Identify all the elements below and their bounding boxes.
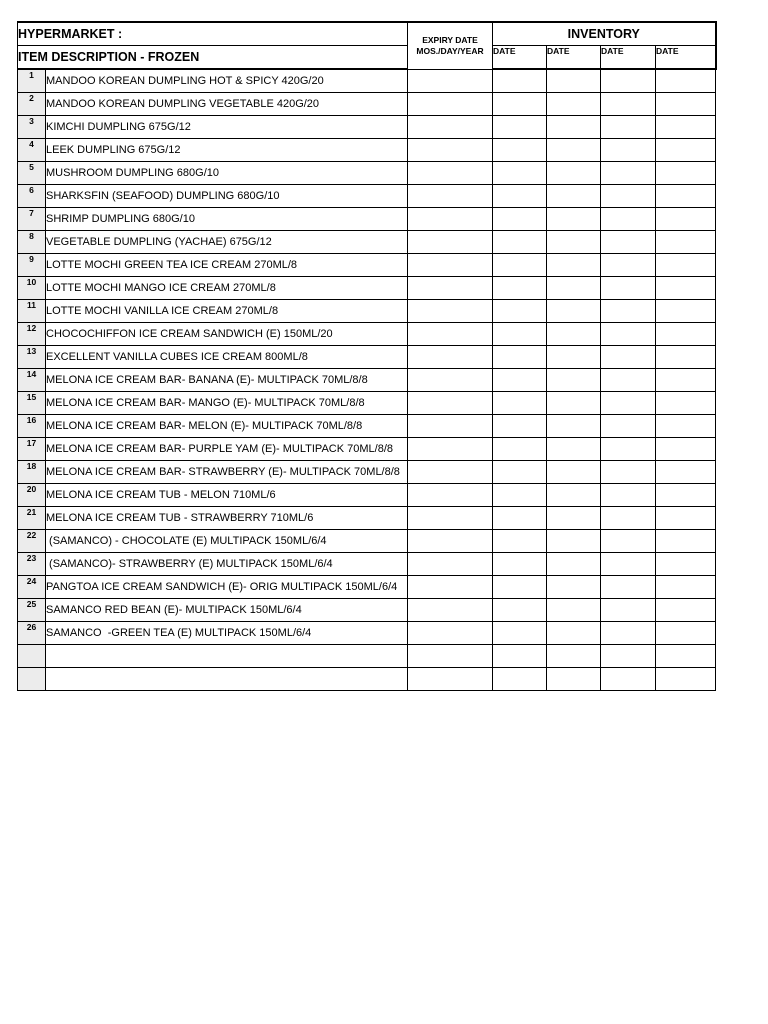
- inventory-date-cell-2[interactable]: [547, 530, 601, 553]
- inventory-date-cell-2[interactable]: [547, 69, 601, 93]
- item-description: MELONA ICE CREAM TUB - MELON 710ML/6: [46, 484, 408, 507]
- inventory-date-cell-1[interactable]: [493, 254, 547, 277]
- expiry-date-cell[interactable]: [408, 185, 493, 208]
- inventory-date-cell-4[interactable]: [656, 254, 716, 277]
- inventory-date-cell-1[interactable]: [493, 461, 547, 484]
- inventory-date-cell-4[interactable]: [656, 645, 716, 668]
- inventory-date-cell-2[interactable]: [547, 231, 601, 254]
- inventory-sheet: [17, 21, 715, 691]
- expiry-date-cell[interactable]: [408, 438, 493, 461]
- item-number: 6: [18, 185, 46, 208]
- expiry-date-cell[interactable]: [408, 162, 493, 185]
- table-row: [18, 461, 716, 484]
- expiry-date-cell[interactable]: [408, 208, 493, 231]
- inventory-header: INVENTORY: [493, 22, 716, 46]
- inventory-date-cell-3[interactable]: [601, 668, 656, 691]
- inventory-date-cell-2[interactable]: [547, 185, 601, 208]
- inventory-date-cell-1[interactable]: [493, 392, 547, 415]
- inventory-date-cell-3[interactable]: [601, 185, 656, 208]
- expiry-date-cell[interactable]: [408, 346, 493, 369]
- item-description: LOTTE MOCHI MANGO ICE CREAM 270ML/8: [46, 277, 408, 300]
- inventory-date-cell-1[interactable]: [493, 507, 547, 530]
- item-description: MANDOO KOREAN DUMPLING HOT & SPICY 420G/20: [46, 69, 408, 93]
- item-number: 25: [18, 599, 46, 622]
- item-number: 8: [18, 231, 46, 254]
- inventory-date-cell-2[interactable]: [547, 553, 601, 576]
- table-row: [18, 415, 716, 438]
- inventory-date-cell-1[interactable]: [493, 622, 547, 645]
- item-number: 21: [18, 507, 46, 530]
- inventory-date-cell-4[interactable]: [656, 231, 716, 254]
- inventory-date-cell-4[interactable]: [656, 277, 716, 300]
- inventory-date-cell-2[interactable]: [547, 392, 601, 415]
- table-row: [18, 69, 716, 93]
- expiry-date-cell[interactable]: [408, 231, 493, 254]
- inventory-date-cell-1[interactable]: [493, 93, 547, 116]
- inventory-date-cell-3[interactable]: [601, 162, 656, 185]
- inventory-date-cell-4[interactable]: [656, 576, 716, 599]
- inventory-date-cell-4[interactable]: [656, 139, 716, 162]
- inventory-date-cell-2[interactable]: [547, 300, 601, 323]
- inventory-date-cell-3[interactable]: [601, 93, 656, 116]
- expiry-date-cell[interactable]: [408, 69, 493, 93]
- expiry-date-cell[interactable]: [408, 461, 493, 484]
- inventory-date-cell-2[interactable]: [547, 576, 601, 599]
- item-number: 10: [18, 277, 46, 300]
- item-description-header: ITEM DESCRIPTION - FROZEN: [18, 46, 408, 70]
- inventory-date-cell-1[interactable]: [493, 139, 547, 162]
- expiry-date-label: EXPIRY DATE: [422, 34, 478, 45]
- inventory-date-cell-2[interactable]: [547, 93, 601, 116]
- item-description: SAMANCO -GREEN TEA (E) MULTIPACK 150ML/6/4: [46, 622, 408, 645]
- inventory-date-cell-2[interactable]: [547, 415, 601, 438]
- inventory-date-cell-1[interactable]: [493, 277, 547, 300]
- hypermarket-label: HYPERMARKET :: [18, 22, 408, 46]
- inventory-date-cell-1[interactable]: [493, 553, 547, 576]
- item-description: CHOCOCHIFFON ICE CREAM SANDWICH (E) 150ML/20: [46, 323, 408, 346]
- table-row: [18, 185, 716, 208]
- inventory-date-cell-1[interactable]: [493, 185, 547, 208]
- item-number: 7: [18, 208, 46, 231]
- inventory-date-cell-2[interactable]: [547, 116, 601, 139]
- inventory-date-cell-1[interactable]: [493, 599, 547, 622]
- date-header-3: DATE: [601, 46, 656, 70]
- inventory-date-cell-4[interactable]: [656, 668, 716, 691]
- inventory-date-cell-2[interactable]: [547, 599, 601, 622]
- expiry-date-cell[interactable]: [408, 668, 493, 691]
- expiry-date-cell[interactable]: [408, 93, 493, 116]
- inventory-date-cell-3[interactable]: [601, 69, 656, 93]
- expiry-date-cell[interactable]: [408, 254, 493, 277]
- item-description: MANDOO KOREAN DUMPLING VEGETABLE 420G/20: [46, 93, 408, 116]
- inventory-date-cell-2[interactable]: [547, 369, 601, 392]
- inventory-date-cell-1[interactable]: [493, 69, 547, 93]
- inventory-date-cell-2[interactable]: [547, 507, 601, 530]
- inventory-date-cell-4[interactable]: [656, 69, 716, 93]
- item-number: 9: [18, 254, 46, 277]
- table-row: [18, 438, 716, 461]
- item-number: 3: [18, 116, 46, 139]
- item-number: 5: [18, 162, 46, 185]
- inventory-date-cell-3[interactable]: [601, 139, 656, 162]
- expiry-date-cell[interactable]: [408, 553, 493, 576]
- item-description: LOTTE MOCHI GREEN TEA ICE CREAM 270ML/8: [46, 254, 408, 277]
- inventory-date-cell-3[interactable]: [601, 323, 656, 346]
- inventory-date-cell-3[interactable]: [601, 645, 656, 668]
- inventory-date-cell-4[interactable]: [656, 622, 716, 645]
- item-description: VEGETABLE DUMPLING (YACHAE) 675G/12: [46, 231, 408, 254]
- inventory-date-cell-3[interactable]: [601, 231, 656, 254]
- item-description: PANGTOA ICE CREAM SANDWICH (E)- ORIG MULTIPACK 150ML/6/4: [46, 576, 408, 599]
- date-header-1: DATE: [493, 46, 547, 70]
- item-description: [46, 645, 408, 668]
- table-row: [18, 392, 716, 415]
- table-row: [18, 116, 716, 139]
- inventory-date-cell-2[interactable]: [547, 484, 601, 507]
- inventory-date-cell-2[interactable]: [547, 277, 601, 300]
- date-header-4: DATE: [656, 46, 716, 70]
- expiry-date-cell[interactable]: [408, 530, 493, 553]
- expiry-date-header: [408, 22, 493, 69]
- inventory-date-cell-3[interactable]: [601, 254, 656, 277]
- inventory-date-cell-2[interactable]: [547, 438, 601, 461]
- inventory-date-cell-3[interactable]: [601, 461, 656, 484]
- inventory-date-cell-2[interactable]: [547, 139, 601, 162]
- expiry-date-cell[interactable]: [408, 507, 493, 530]
- inventory-date-cell-3[interactable]: [601, 116, 656, 139]
- item-number: [18, 668, 46, 691]
- inventory-date-cell-2[interactable]: [547, 461, 601, 484]
- inventory-date-cell-4[interactable]: [656, 507, 716, 530]
- inventory-date-cell-4[interactable]: [656, 185, 716, 208]
- inventory-date-cell-1[interactable]: [493, 484, 547, 507]
- item-number: 20: [18, 484, 46, 507]
- inventory-date-cell-3[interactable]: [601, 208, 656, 231]
- expiry-date-cell[interactable]: [408, 300, 493, 323]
- inventory-date-cell-4[interactable]: [656, 415, 716, 438]
- item-number: [18, 645, 46, 668]
- item-description: MUSHROOM DUMPLING 680G/10: [46, 162, 408, 185]
- item-number: 16: [18, 415, 46, 438]
- header-row-2: [18, 46, 716, 70]
- inventory-date-cell-3[interactable]: [601, 346, 656, 369]
- inventory-date-cell-3[interactable]: [601, 369, 656, 392]
- inventory-date-cell-2[interactable]: [547, 208, 601, 231]
- item-number: 22: [18, 530, 46, 553]
- inventory-date-cell-1[interactable]: [493, 576, 547, 599]
- inventory-date-cell-1[interactable]: [493, 530, 547, 553]
- item-description: (SAMANCO) - CHOCOLATE (E) MULTIPACK 150ML/6/4: [46, 530, 408, 553]
- item-description: SHRIMP DUMPLING 680G/10: [46, 208, 408, 231]
- table-row: [18, 93, 716, 116]
- item-description: MELONA ICE CREAM BAR- BANANA (E)- MULTIPACK 70ML/8/8: [46, 369, 408, 392]
- inventory-date-cell-3[interactable]: [601, 622, 656, 645]
- inventory-date-cell-1[interactable]: [493, 231, 547, 254]
- expiry-format-label: MOS./DAY/YEAR: [416, 45, 484, 56]
- table-row: [18, 668, 716, 691]
- inventory-date-cell-4[interactable]: [656, 392, 716, 415]
- expiry-date-cell[interactable]: [408, 415, 493, 438]
- inventory-date-cell-3[interactable]: [601, 438, 656, 461]
- item-number: 15: [18, 392, 46, 415]
- inventory-date-cell-2[interactable]: [547, 323, 601, 346]
- item-description: KIMCHI DUMPLING 675G/12: [46, 116, 408, 139]
- inventory-date-cell-1[interactable]: [493, 645, 547, 668]
- table-row: [18, 369, 716, 392]
- inventory-date-cell-4[interactable]: [656, 369, 716, 392]
- item-number: 2: [18, 93, 46, 116]
- table-row: [18, 484, 716, 507]
- inventory-date-cell-3[interactable]: [601, 530, 656, 553]
- table-row: [18, 139, 716, 162]
- table-row: [18, 530, 716, 553]
- table-row: [18, 576, 716, 599]
- item-number: 4: [18, 139, 46, 162]
- item-number: 14: [18, 369, 46, 392]
- item-description: (SAMANCO)- STRAWBERRY (E) MULTIPACK 150ML/6/4: [46, 553, 408, 576]
- item-number: 24: [18, 576, 46, 599]
- inventory-date-cell-1[interactable]: [493, 346, 547, 369]
- expiry-date-cell[interactable]: [408, 277, 493, 300]
- header-row-1: [18, 22, 716, 46]
- inventory-date-cell-2[interactable]: [547, 645, 601, 668]
- inventory-date-cell-4[interactable]: [656, 300, 716, 323]
- inventory-date-cell-1[interactable]: [493, 116, 547, 139]
- table-row: [18, 208, 716, 231]
- table-row: [18, 553, 716, 576]
- item-description: LEEK DUMPLING 675G/12: [46, 139, 408, 162]
- inventory-table: [17, 21, 717, 691]
- inventory-date-cell-1[interactable]: [493, 415, 547, 438]
- date-header-2: DATE: [547, 46, 601, 70]
- inventory-date-cell-3[interactable]: [601, 576, 656, 599]
- item-description: MELONA ICE CREAM TUB - STRAWBERRY 710ML/6: [46, 507, 408, 530]
- inventory-date-cell-4[interactable]: [656, 599, 716, 622]
- inventory-date-cell-2[interactable]: [547, 346, 601, 369]
- item-number: 11: [18, 300, 46, 323]
- table-row: [18, 277, 716, 300]
- inventory-date-cell-1[interactable]: [493, 668, 547, 691]
- item-number: 13: [18, 346, 46, 369]
- item-number: 1: [18, 69, 46, 93]
- inventory-date-cell-4[interactable]: [656, 438, 716, 461]
- item-description: MELONA ICE CREAM BAR- MANGO (E)- MULTIPACK 70ML/8/8: [46, 392, 408, 415]
- expiry-date-cell[interactable]: [408, 323, 493, 346]
- table-row: [18, 231, 716, 254]
- item-number: 12: [18, 323, 46, 346]
- expiry-date-cell[interactable]: [408, 116, 493, 139]
- inventory-date-cell-1[interactable]: [493, 300, 547, 323]
- item-number: 26: [18, 622, 46, 645]
- inventory-date-cell-3[interactable]: [601, 507, 656, 530]
- inventory-date-cell-3[interactable]: [601, 300, 656, 323]
- table-row: [18, 507, 716, 530]
- inventory-date-cell-3[interactable]: [601, 599, 656, 622]
- inventory-date-cell-1[interactable]: [493, 438, 547, 461]
- item-description: MELONA ICE CREAM BAR- STRAWBERRY (E)- MULTIPACK 70ML/8/8: [46, 461, 408, 484]
- inventory-date-cell-1[interactable]: [493, 162, 547, 185]
- inventory-date-cell-4[interactable]: [656, 208, 716, 231]
- table-row: [18, 254, 716, 277]
- table-row: [18, 599, 716, 622]
- item-description: SAMANCO RED BEAN (E)- MULTIPACK 150ML/6/4: [46, 599, 408, 622]
- item-description: SHARKSFIN (SEAFOOD) DUMPLING 680G/10: [46, 185, 408, 208]
- expiry-date-cell[interactable]: [408, 576, 493, 599]
- expiry-date-cell[interactable]: [408, 484, 493, 507]
- inventory-date-cell-4[interactable]: [656, 484, 716, 507]
- inventory-date-cell-3[interactable]: [601, 392, 656, 415]
- inventory-date-cell-4[interactable]: [656, 461, 716, 484]
- expiry-date-cell[interactable]: [408, 599, 493, 622]
- item-number: 17: [18, 438, 46, 461]
- table-row: [18, 346, 716, 369]
- item-number: 23: [18, 553, 46, 576]
- expiry-date-cell[interactable]: [408, 622, 493, 645]
- table-row: [18, 300, 716, 323]
- table-row: [18, 622, 716, 645]
- inventory-date-cell-4[interactable]: [656, 116, 716, 139]
- inventory-date-cell-2[interactable]: [547, 254, 601, 277]
- inventory-date-cell-3[interactable]: [601, 484, 656, 507]
- inventory-date-cell-4[interactable]: [656, 162, 716, 185]
- item-number: 18: [18, 461, 46, 484]
- table-row: [18, 162, 716, 185]
- inventory-date-cell-1[interactable]: [493, 323, 547, 346]
- item-description: LOTTE MOCHI VANILLA ICE CREAM 270ML/8: [46, 300, 408, 323]
- inventory-date-cell-4[interactable]: [656, 553, 716, 576]
- expiry-date-cell[interactable]: [408, 139, 493, 162]
- inventory-date-cell-3[interactable]: [601, 415, 656, 438]
- inventory-date-cell-4[interactable]: [656, 323, 716, 346]
- inventory-date-cell-1[interactable]: [493, 208, 547, 231]
- inventory-date-cell-2[interactable]: [547, 162, 601, 185]
- item-description: [46, 668, 408, 691]
- inventory-date-cell-4[interactable]: [656, 530, 716, 553]
- table-row: [18, 323, 716, 346]
- inventory-date-cell-1[interactable]: [493, 369, 547, 392]
- inventory-date-cell-2[interactable]: [547, 668, 601, 691]
- inventory-date-cell-2[interactable]: [547, 622, 601, 645]
- item-description: MELONA ICE CREAM BAR- PURPLE YAM (E)- MULTIPACK 70ML/8/8: [46, 438, 408, 461]
- inventory-date-cell-3[interactable]: [601, 277, 656, 300]
- table-row: [18, 645, 716, 668]
- inventory-date-cell-4[interactable]: [656, 93, 716, 116]
- inventory-date-cell-3[interactable]: [601, 553, 656, 576]
- item-description: EXCELLENT VANILLA CUBES ICE CREAM 800ML/8: [46, 346, 408, 369]
- inventory-date-cell-4[interactable]: [656, 346, 716, 369]
- item-description: MELONA ICE CREAM BAR- MELON (E)- MULTIPACK 70ML/8/8: [46, 415, 408, 438]
- expiry-date-cell[interactable]: [408, 645, 493, 668]
- expiry-date-cell[interactable]: [408, 392, 493, 415]
- expiry-date-cell[interactable]: [408, 369, 493, 392]
